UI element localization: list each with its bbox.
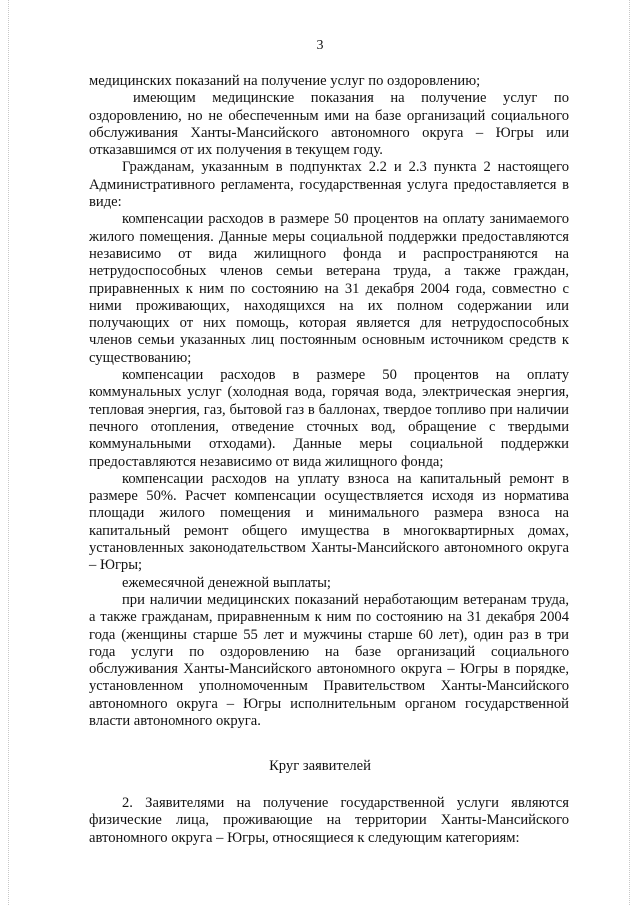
paragraph: ежемесячной денежной выплаты;	[122, 574, 331, 591]
paragraph: медицинских показаний на получение услуг по оздоровлению;	[89, 73, 481, 89]
paragraph: имеющим медицинские показания на получение услуг по оздоровлению, но не обеспеченным ими на базе организаций социального обслуживания Ханты-Мансийского автономного округа – Югры или отказавшимся от их получения в текущем году.	[89, 90, 569, 159]
section-heading: Круг заявителей	[269, 758, 371, 774]
body-text	[89, 73, 569, 730]
section-paragraph: 2. Заявителями на получение государственной услуги являются физические лица, проживающие на территории Ханты-Мансийского автономного округа – Югры, относящиеся к следующим категориям:	[89, 795, 569, 846]
section-body	[89, 795, 569, 847]
paragraph: компенсации расходов в размере 50 процентов на оплату коммунальных услуг (холодная вода, горячая вода, электрическая энергия, тепловая энергия, газ, бытовой газ в баллонах, твердое топливо при наличии печного отопления, отведение сточных вод, обращение с твердыми коммунальными отходами). Данные меры социальной поддержки предоставляются независимо от вида жилищного фонда;	[89, 367, 569, 470]
paragraph: Гражданам, указанным в подпунктах 2.2 и 2.3 пункта 2 настоящего Административного регламента, государственная услуга предоставляется в виде:	[89, 159, 569, 211]
paragraph: компенсации расходов в размере 50 процентов на оплату занимаемого жилого помещения. Данные меры социальной поддержки предоставляются независимо от вида жилищного фонда и распространяются на нетрудоспособных членов семьи ветерана труда, а также граждан, приравненных к ним по состоянию на 31 декабря 2004 года, совместно с ними проживающих, находящихся на их полном содержании или получающих от них помощь, которая является для нетрудоспособных членов семьи указанных лиц постоянным основным источником средств к существованию;	[89, 211, 569, 366]
paragraph: компенсации расходов на уплату взноса на капитальный ремонт в размере 50%. Расчет компенсации осуществляется исходя из норматива площади жилого помещения и минимального размера взноса на капитальный ремонт общего имущества в многоквартирных домах, установленных законодательством Ханты-Мансийского автономного округа – Югры;	[89, 470, 569, 574]
paragraph: при наличии медицинских показаний неработающим ветеранам труда, а также гражданам, приравненным к ним по состоянию на 31 декабря 2004 года (женщины старше 55 лет и мужчины старше 60 лет), один раз в три года услуги по оздоровлению на базе организаций социального обслуживания Ханты-Мансийского автономного округа – Югры в порядке, установленном уполномоченным Правительством Ханты-Мансийского автономного округа – Югры исполнительным органом государственной власти автономного округа.	[89, 591, 569, 729]
page-number: 3	[316, 38, 324, 53]
